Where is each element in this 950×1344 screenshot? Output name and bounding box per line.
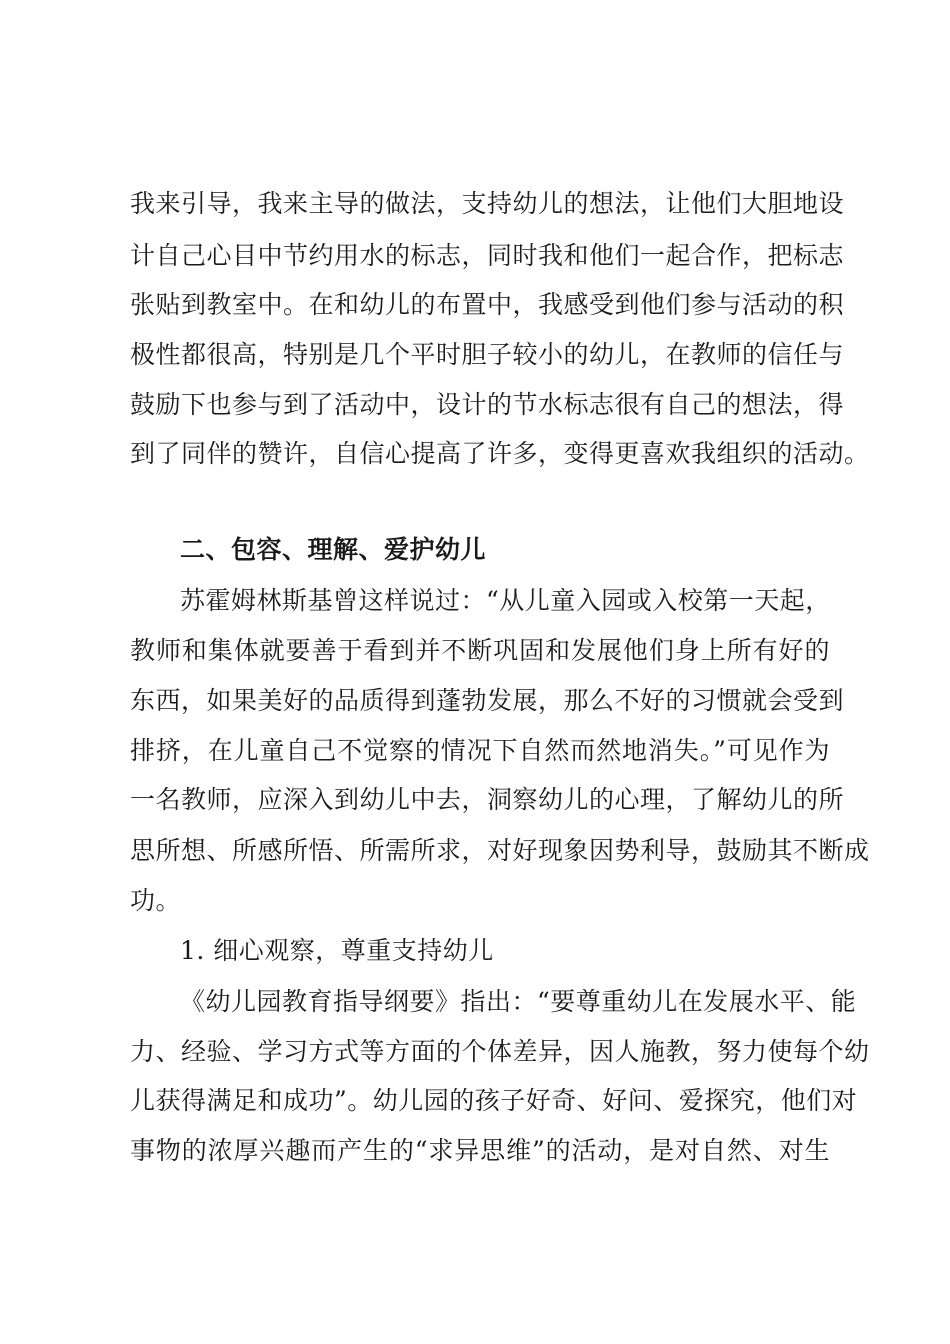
paragraph-line: 计自己心目中节约用水的标志，同时我和他们一起合作，把标志 — [130, 241, 845, 270]
paragraph-line: 苏霍姆林斯基曾这样说过：“从儿童入园或入校第一天起， — [180, 586, 831, 615]
paragraph-line: 《幼儿园教育指导纲要》指出：“要尊重幼儿在发展水平、能 — [180, 987, 857, 1016]
paragraph-line: 事物的浓厚兴趣而产生的“求异思维”的活动，是对自然、对生 — [130, 1136, 830, 1165]
paragraph-line: 鼓励下也参与到了活动中，设计的节水标志很有自己的想法，得 — [130, 390, 845, 419]
paragraph-line: 张贴到教室中。在和幼儿的布置中，我感受到他们参与活动的积 — [130, 290, 845, 319]
paragraph-line: 儿获得满足和成功”。幼儿园的孩子好奇、好问、爱探究，他们对 — [130, 1086, 858, 1115]
paragraph-line: 一名教师，应深入到幼儿中去，洞察幼儿的心理，了解幼儿的所 — [130, 785, 845, 814]
subsection-heading: 1. 细心观察，尊重支持幼儿 — [180, 936, 494, 965]
paragraph-line: 东西，如果美好的品质得到蓬勃发展，那么不好的习惯就会受到 — [130, 686, 845, 715]
paragraph-line: 排挤，在儿童自己不觉察的情况下自然而然地消失。”可见作为 — [130, 736, 830, 765]
paragraph-line: 极性都很高，特别是几个平时胆子较小的幼儿，在教师的信任与 — [130, 340, 845, 369]
paragraph-line: 到了同伴的赞许，自信心提高了许多，变得更喜欢我组织的活动。 — [130, 439, 870, 468]
section-heading: 二、包容、理解、爱护幼儿 — [180, 535, 487, 564]
paragraph-line: 我来引导，我来主导的做法，支持幼儿的想法，让他们大胆地设 — [130, 189, 845, 218]
paragraph-line: 力、经验、学习方式等方面的个体差异，因人施教，努力使每个幼 — [130, 1037, 870, 1066]
paragraph-line: 教师和集体就要善于看到并不断巩固和发展他们身上所有好的 — [130, 636, 830, 665]
paragraph-line: 思所想、所感所悟、所需所求，对好现象因势利导，鼓励其不断成 — [130, 836, 870, 865]
paragraph-line: 功。 — [130, 886, 182, 915]
